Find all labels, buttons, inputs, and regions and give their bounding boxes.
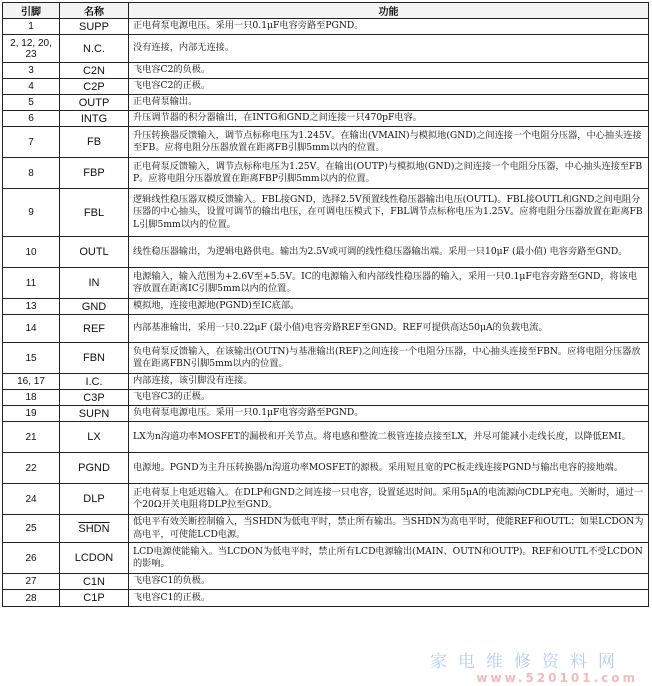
function-cell: 飞电容C1的负极。	[129, 574, 649, 590]
table-row	[3, 111, 649, 127]
table-row	[3, 19, 649, 35]
function-cell: 正电荷泵上电延迟输入。在DLP和GND之间连接一只电容，设置延迟时间。采用5μA的电流源向CDLP充电。关断时，通过一个20Ω开关电阻将DLP拉至GND。	[129, 484, 649, 515]
function-cell: 正电荷泵反馈输入，调节点标称电压为1.25V。在输出(OUTP)与模拟地(GND)之间连接一个电阻分压器，中心抽头连接至FBP。应将电阻分压器放置在距离FBP引脚5mm以内的位置。	[129, 158, 649, 189]
name-cell: C1N	[60, 574, 129, 590]
table-row	[3, 268, 649, 299]
header-name: 名称	[60, 3, 129, 19]
table-row	[3, 299, 649, 315]
function-cell: 线性稳压器输出，为逻辑电路供电。输出为2.5V或可调的线性稳压器输出端。采用一只10μF (最小值) 电容旁路至GND。	[129, 237, 649, 268]
header-pin: 引脚	[3, 3, 60, 19]
name-cell: C2N	[60, 63, 129, 79]
name-cell: GND	[60, 299, 129, 315]
table-row	[3, 390, 649, 406]
table-row	[3, 574, 649, 590]
table-row	[3, 315, 649, 343]
pin-cell: 9	[3, 189, 60, 237]
table-row	[3, 79, 649, 95]
name-cell: DLP	[60, 484, 129, 515]
pin-cell: 3	[3, 63, 60, 79]
function-cell: 飞电容C2的正极。	[129, 79, 649, 95]
table-row	[3, 484, 649, 515]
name-cell: INTG	[60, 111, 129, 127]
pin-cell: 1	[3, 19, 60, 35]
pin-cell: 26	[3, 543, 60, 574]
table-row	[3, 343, 649, 374]
name-cell: REF	[60, 315, 129, 343]
table-row	[3, 590, 649, 607]
pin-cell: 4	[3, 79, 60, 95]
header-function: 功能	[129, 3, 649, 19]
pin-cell: 24	[3, 484, 60, 515]
pin-cell: 13	[3, 299, 60, 315]
name-cell: FBL	[60, 189, 129, 237]
function-cell: LCD电源使能输入。当LCDON为低电平时，禁止所有LCD电源输出(MAIN、OUTN和OUTP)。REF和OUTL不受LCDON的影响。	[129, 543, 649, 574]
name-cell: FBP	[60, 158, 129, 189]
name-cell: IN	[60, 268, 129, 299]
name-cell: FBN	[60, 343, 129, 374]
name-cell: PGND	[60, 453, 129, 484]
name-cell: C2P	[60, 79, 129, 95]
function-cell: 电源地。PGND为主升压转换器/n沟道功率MOSFET的源极。采用短且宽的PC板走线连接PGND与输出电容的接地端。	[129, 453, 649, 484]
pin-cell: 21	[3, 422, 60, 453]
function-cell: LX为n沟道功率MOSFET的漏极和开关节点。将电感和整流二极管连接点接至LX，并尽可能减小走线长度，以降低EMI。	[129, 422, 649, 453]
pin-cell: 8	[3, 158, 60, 189]
table-row	[3, 127, 649, 158]
name-cell: C1P	[60, 590, 129, 607]
pin-cell: 18	[3, 390, 60, 406]
name-cell: I.C.	[60, 374, 129, 390]
table-row	[3, 158, 649, 189]
name-cell: SHDN	[60, 515, 129, 543]
name-cell: C3P	[60, 390, 129, 406]
name-cell: LX	[60, 422, 129, 453]
function-cell: 飞电容C2的负极。	[129, 63, 649, 79]
pin-cell: 10	[3, 237, 60, 268]
function-cell: 升压转换器反馈输入，调节点标称电压为1.245V。在输出(VMAIN)与模拟地(GND)之间连接一个电阻分压器，中心抽头连接至FB。应将电阻分压器放置在距离FB引脚5mm以内的位置。	[129, 127, 649, 158]
function-cell: 内部连接，该引脚没有连接。	[129, 374, 649, 390]
table-row	[3, 35, 649, 63]
pin-cell: 28	[3, 590, 60, 607]
name-cell: LCDON	[60, 543, 129, 574]
function-cell: 逻辑线性稳压器双模反馈输入。FBL接GND，选择2.5V预置线性稳压器输出电压(OUTL)。FBL接OUTL和GND之间电阻分压器的中心抽头，设置可调节的输出电压，在可调电压模式下，FBL调节点标称电压为1.25V。应将电阻分压器放置在距离FBL引脚5mm以内的位置。	[129, 189, 649, 237]
table-header-row	[3, 3, 649, 19]
name-cell: N.C.	[60, 35, 129, 63]
watermark-url: www.520101.com	[476, 671, 638, 685]
pin-cell: 5	[3, 95, 60, 111]
table-row	[3, 189, 649, 237]
table-row	[3, 453, 649, 484]
function-cell: 飞电容C1的正极。	[129, 590, 649, 607]
pin-cell: 25	[3, 515, 60, 543]
name-cell: OUTL	[60, 237, 129, 268]
function-cell: 负电荷泵反馈输入，在该输出(OUTN)与基准输出(REF)之间连接一个电阻分压器，中心抽头连接至FBN。应将电阻分压器放置在距离FBN引脚5mm以内的位置。	[129, 343, 649, 374]
table-row	[3, 515, 649, 543]
pin-function-table	[2, 2, 649, 607]
pin-cell: 7	[3, 127, 60, 158]
function-cell: 内部基准输出，采用一只0.22μF (最小值)电容旁路REF至GND。REF可提供高达50μA的负载电流。	[129, 315, 649, 343]
function-cell: 低电平有效关断控制输入，当SHDN为低电平时，禁止所有输出。当SHDN为高电平时，使能REF和OUTL；如果LCDON为高电平，可使能LCD电源。	[129, 515, 649, 543]
pin-cell: 11	[3, 268, 60, 299]
name-cell: SUPN	[60, 406, 129, 422]
table-row	[3, 95, 649, 111]
pin-cell: 22	[3, 453, 60, 484]
pin-cell: 16, 17	[3, 374, 60, 390]
pin-cell: 2, 12, 20, 23	[3, 35, 60, 63]
pin-cell: 6	[3, 111, 60, 127]
table-row	[3, 237, 649, 268]
function-cell: 电源输入，输入范围为+2.6V至+5.5V。IC的电源输入和内部线性稳压器的输入，采用一只0.1μF电容旁路至GND，将该电容放置在距离IC引脚5mm以内的位置。	[129, 268, 649, 299]
pin-cell: 27	[3, 574, 60, 590]
function-cell: 飞电容C3的正极。	[129, 390, 649, 406]
function-cell: 升压调节器的积分器输出，在INTG和GND之间连接一只470pF电容。	[129, 111, 649, 127]
table-row	[3, 406, 649, 422]
table-row	[3, 374, 649, 390]
function-cell: 正电荷泵输出。	[129, 95, 649, 111]
table-row	[3, 543, 649, 574]
pin-cell: 15	[3, 343, 60, 374]
name-cell: SUPP	[60, 19, 129, 35]
pin-cell: 14	[3, 315, 60, 343]
function-cell: 负电荷泵电源电压。采用一只0.1μF电容旁路至PGND。	[129, 406, 649, 422]
pin-cell: 19	[3, 406, 60, 422]
function-cell: 模拟地，连接电源地(PGND)至IC底部。	[129, 299, 649, 315]
name-cell: FB	[60, 127, 129, 158]
function-cell: 正电荷泵电源电压。采用一只0.1μF电容旁路至PGND。	[129, 19, 649, 35]
watermark-text: 家电维修资料网	[430, 652, 626, 672]
function-cell: 没有连接，内部无连接。	[129, 35, 649, 63]
table-row	[3, 63, 649, 79]
name-cell: OUTP	[60, 95, 129, 111]
table-row	[3, 422, 649, 453]
